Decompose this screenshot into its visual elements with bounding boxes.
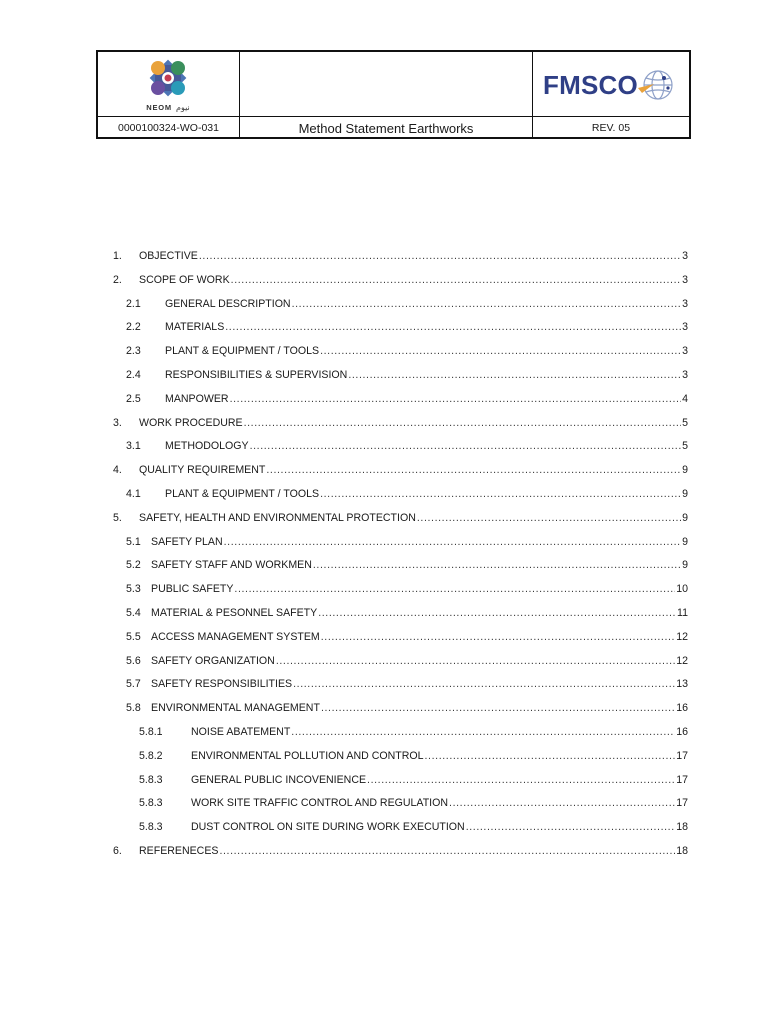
neom-wordmark <box>138 101 198 113</box>
toc-entry[interactable] <box>126 629 688 645</box>
toc-entry-number: 5.3 <box>126 583 141 596</box>
toc-entry-number: 3.1 <box>126 440 141 453</box>
toc-entry-page: 17 <box>676 749 688 762</box>
toc-entry-number: 1. <box>113 250 122 262</box>
toc-entry-number: 2.3 <box>126 345 141 358</box>
toc-entry[interactable] <box>139 819 688 835</box>
toc-entry-title: QUALITY REQUIREMENT <box>139 464 266 477</box>
toc-entry-number: 5.8.3 <box>139 821 163 834</box>
toc-entry-number: 5.1 <box>126 535 141 548</box>
revision-number: REV. 05 <box>591 122 631 134</box>
toc-entry[interactable] <box>139 724 688 740</box>
toc-entry-title: ACCESS MANAGEMENT SYSTEM <box>151 630 320 643</box>
toc-entry-title: SAFETY ORGANIZATION <box>151 654 275 667</box>
toc-entry-number: 2.1 <box>126 297 141 310</box>
toc-entry-page: 16 <box>676 726 688 738</box>
toc-entry[interactable] <box>126 557 688 573</box>
toc-entry[interactable] <box>126 367 688 383</box>
toc-entry-number: 5.5 <box>126 630 141 643</box>
toc-entry-title: ENVIRONMENTAL MANAGEMENT <box>151 702 320 715</box>
toc-entry-title: ENVIRONMENTAL POLLUTION AND CONTROL <box>191 749 424 762</box>
toc-entry-title: DUST CONTROL ON SITE DURING WORK EXECUTION <box>191 821 465 834</box>
toc-entry-title: PUBLIC SAFETY <box>151 583 234 596</box>
toc-entry[interactable] <box>113 415 688 431</box>
toc-entry-title: MANPOWER <box>165 392 229 405</box>
toc-entry-number: 5.6 <box>126 654 141 667</box>
toc-entry-page: 3 <box>682 297 688 310</box>
toc-entry[interactable] <box>113 248 688 264</box>
toc-entry[interactable] <box>126 391 688 407</box>
toc-entry-page: 9 <box>682 511 688 524</box>
toc-dot-leader <box>199 248 681 264</box>
toc-entry[interactable] <box>113 843 688 859</box>
document-number: 0000100324-WO-031 <box>118 122 219 134</box>
toc-entry-number: 4.1 <box>126 488 141 500</box>
toc-entry-number: 5.8.3 <box>139 797 163 810</box>
toc-entry[interactable] <box>126 700 688 716</box>
toc-dot-leader <box>449 795 675 811</box>
toc-entry-title: MATERIAL & PESONNEL SAFETY <box>151 607 318 619</box>
toc-dot-leader <box>313 557 681 573</box>
toc-entry-page: 11 <box>677 607 688 619</box>
toc-dot-leader <box>348 367 681 383</box>
toc-entry-title: SAFETY STAFF AND WORKMEN <box>151 559 312 572</box>
toc-entry[interactable] <box>113 510 688 526</box>
toc-entry-number: 3. <box>113 416 122 429</box>
toc-dot-leader <box>321 629 675 645</box>
toc-entry[interactable] <box>113 272 688 288</box>
toc-dot-leader <box>291 724 675 740</box>
toc-dot-leader <box>321 700 675 716</box>
toc-entry-page: 9 <box>682 488 688 500</box>
toc-entry-number: 5.8.1 <box>139 726 163 738</box>
toc-entry[interactable] <box>113 462 688 478</box>
toc-entry-number: 2.2 <box>126 321 141 334</box>
toc-entry-page: 4 <box>682 392 688 405</box>
toc-entry[interactable] <box>139 772 688 788</box>
toc-dot-leader <box>320 343 681 359</box>
toc-entry-page: 9 <box>682 464 688 477</box>
toc-entry-title: SAFETY PLAN <box>151 535 223 548</box>
toc-entry-page: 3 <box>682 250 688 262</box>
toc-entry-page: 18 <box>676 821 688 834</box>
toc-entry-title: WORK SITE TRAFFIC CONTROL AND REGULATION <box>191 797 449 810</box>
toc-entry-page: 17 <box>676 773 688 786</box>
toc-entry-page: 13 <box>676 678 688 691</box>
toc-entry-title: PLANT & EQUIPMENT / TOOLS <box>165 345 320 358</box>
toc-dot-leader <box>234 581 675 597</box>
toc-dot-leader <box>276 653 675 669</box>
toc-entry-page: 3 <box>682 321 688 334</box>
toc-entry-page: 17 <box>676 797 688 810</box>
neom-logo-word: NEOM <box>146 102 172 112</box>
toc-dot-leader <box>250 438 682 454</box>
document-header-table <box>96 50 691 139</box>
toc-dot-leader <box>224 534 681 550</box>
fmsco-logo-text: FMSCO <box>543 70 638 100</box>
toc-entry-page: 9 <box>682 559 688 572</box>
toc-entry-title: OBJECTIVE <box>139 250 198 262</box>
globe-icon <box>634 66 678 104</box>
toc-dot-leader <box>417 510 681 526</box>
toc-entry-number: 5.8.3 <box>139 773 163 786</box>
toc-entry-page: 12 <box>676 630 688 643</box>
toc-dot-leader <box>466 819 676 835</box>
toc-dot-leader <box>231 272 681 288</box>
toc-entry-title: MATERIALS <box>165 321 225 334</box>
toc-dot-leader <box>219 843 675 859</box>
toc-entry-number: 2.5 <box>126 392 141 405</box>
toc-dot-leader <box>293 676 675 692</box>
toc-entry-title: REFERENECES <box>139 845 219 857</box>
toc-entry-page: 5 <box>682 416 688 429</box>
toc-entry-number: 5.2 <box>126 559 141 572</box>
toc-entry[interactable] <box>126 605 688 621</box>
toc-entry[interactable] <box>126 581 688 597</box>
toc-entry-title: SAFETY RESPONSIBILITIES <box>151 678 293 691</box>
toc-entry[interactable] <box>126 653 688 669</box>
toc-entry[interactable] <box>139 795 688 811</box>
toc-entry-title: GENERAL PUBLIC INCOVENIENCE <box>191 773 367 786</box>
toc-entry-number: 6. <box>113 845 122 857</box>
toc-entry-title: METHODOLOGY <box>165 440 249 453</box>
toc-entry-page: 18 <box>676 845 688 857</box>
toc-entry-title: SAFETY, HEALTH AND ENVIRONMENTAL PROTECTION <box>139 511 416 524</box>
toc-entry-page: 3 <box>682 273 688 286</box>
toc-entry-number: 5. <box>113 511 122 524</box>
toc-entry-page: 3 <box>682 369 688 381</box>
toc-entry[interactable] <box>126 343 688 359</box>
toc-entry-number: 2. <box>113 273 122 286</box>
toc-entry[interactable] <box>126 486 688 502</box>
toc-entry-title: WORK PROCEDURE <box>139 416 243 429</box>
toc-entry-number: 5.4 <box>126 607 141 619</box>
toc-entry-number: 5.8.2 <box>139 749 163 762</box>
toc-entry-title: GENERAL DESCRIPTION <box>165 297 291 310</box>
toc-entry-page: 5 <box>682 440 688 453</box>
document-title: Method Statement Earthworks <box>298 120 474 136</box>
toc-entry-title: NOISE ABATEMENT <box>191 726 291 738</box>
toc-entry-page: 16 <box>676 702 688 715</box>
toc-entry-page: 10 <box>676 583 688 596</box>
toc-entry[interactable] <box>139 748 688 764</box>
toc-dot-leader <box>320 486 681 502</box>
toc-dot-leader <box>367 772 675 788</box>
toc-entry-number: 5.7 <box>126 678 141 691</box>
toc-entry-number: 4. <box>113 464 122 477</box>
toc-entry-title: SCOPE OF WORK <box>139 273 230 286</box>
toc-entry[interactable] <box>126 438 688 454</box>
toc-dot-leader <box>230 391 682 407</box>
toc-entry-number: 2.4 <box>126 369 141 381</box>
toc-entry-page: 3 <box>682 345 688 358</box>
toc-entry-page: 9 <box>682 535 688 548</box>
neom-logo-arabic: نيوم <box>175 102 190 112</box>
toc-dot-leader <box>425 748 676 764</box>
toc-dot-leader <box>292 296 682 312</box>
toc-dot-leader <box>244 415 682 431</box>
toc-entry-title: RESPONSIBILITIES & SUPERVISION <box>165 369 348 381</box>
toc-entry[interactable] <box>126 296 688 312</box>
toc-entry[interactable] <box>126 534 688 550</box>
toc-entry-number: 5.8 <box>126 702 141 715</box>
toc-entry-title: PLANT & EQUIPMENT / TOOLS <box>165 488 320 500</box>
fmsco-logo <box>541 64 681 104</box>
toc-entry[interactable] <box>126 676 688 692</box>
toc-entry[interactable] <box>126 319 688 335</box>
toc-entry-page: 12 <box>676 654 688 667</box>
toc-dot-leader <box>225 319 681 335</box>
toc-dot-leader <box>318 605 676 621</box>
toc-dot-leader <box>266 462 681 478</box>
